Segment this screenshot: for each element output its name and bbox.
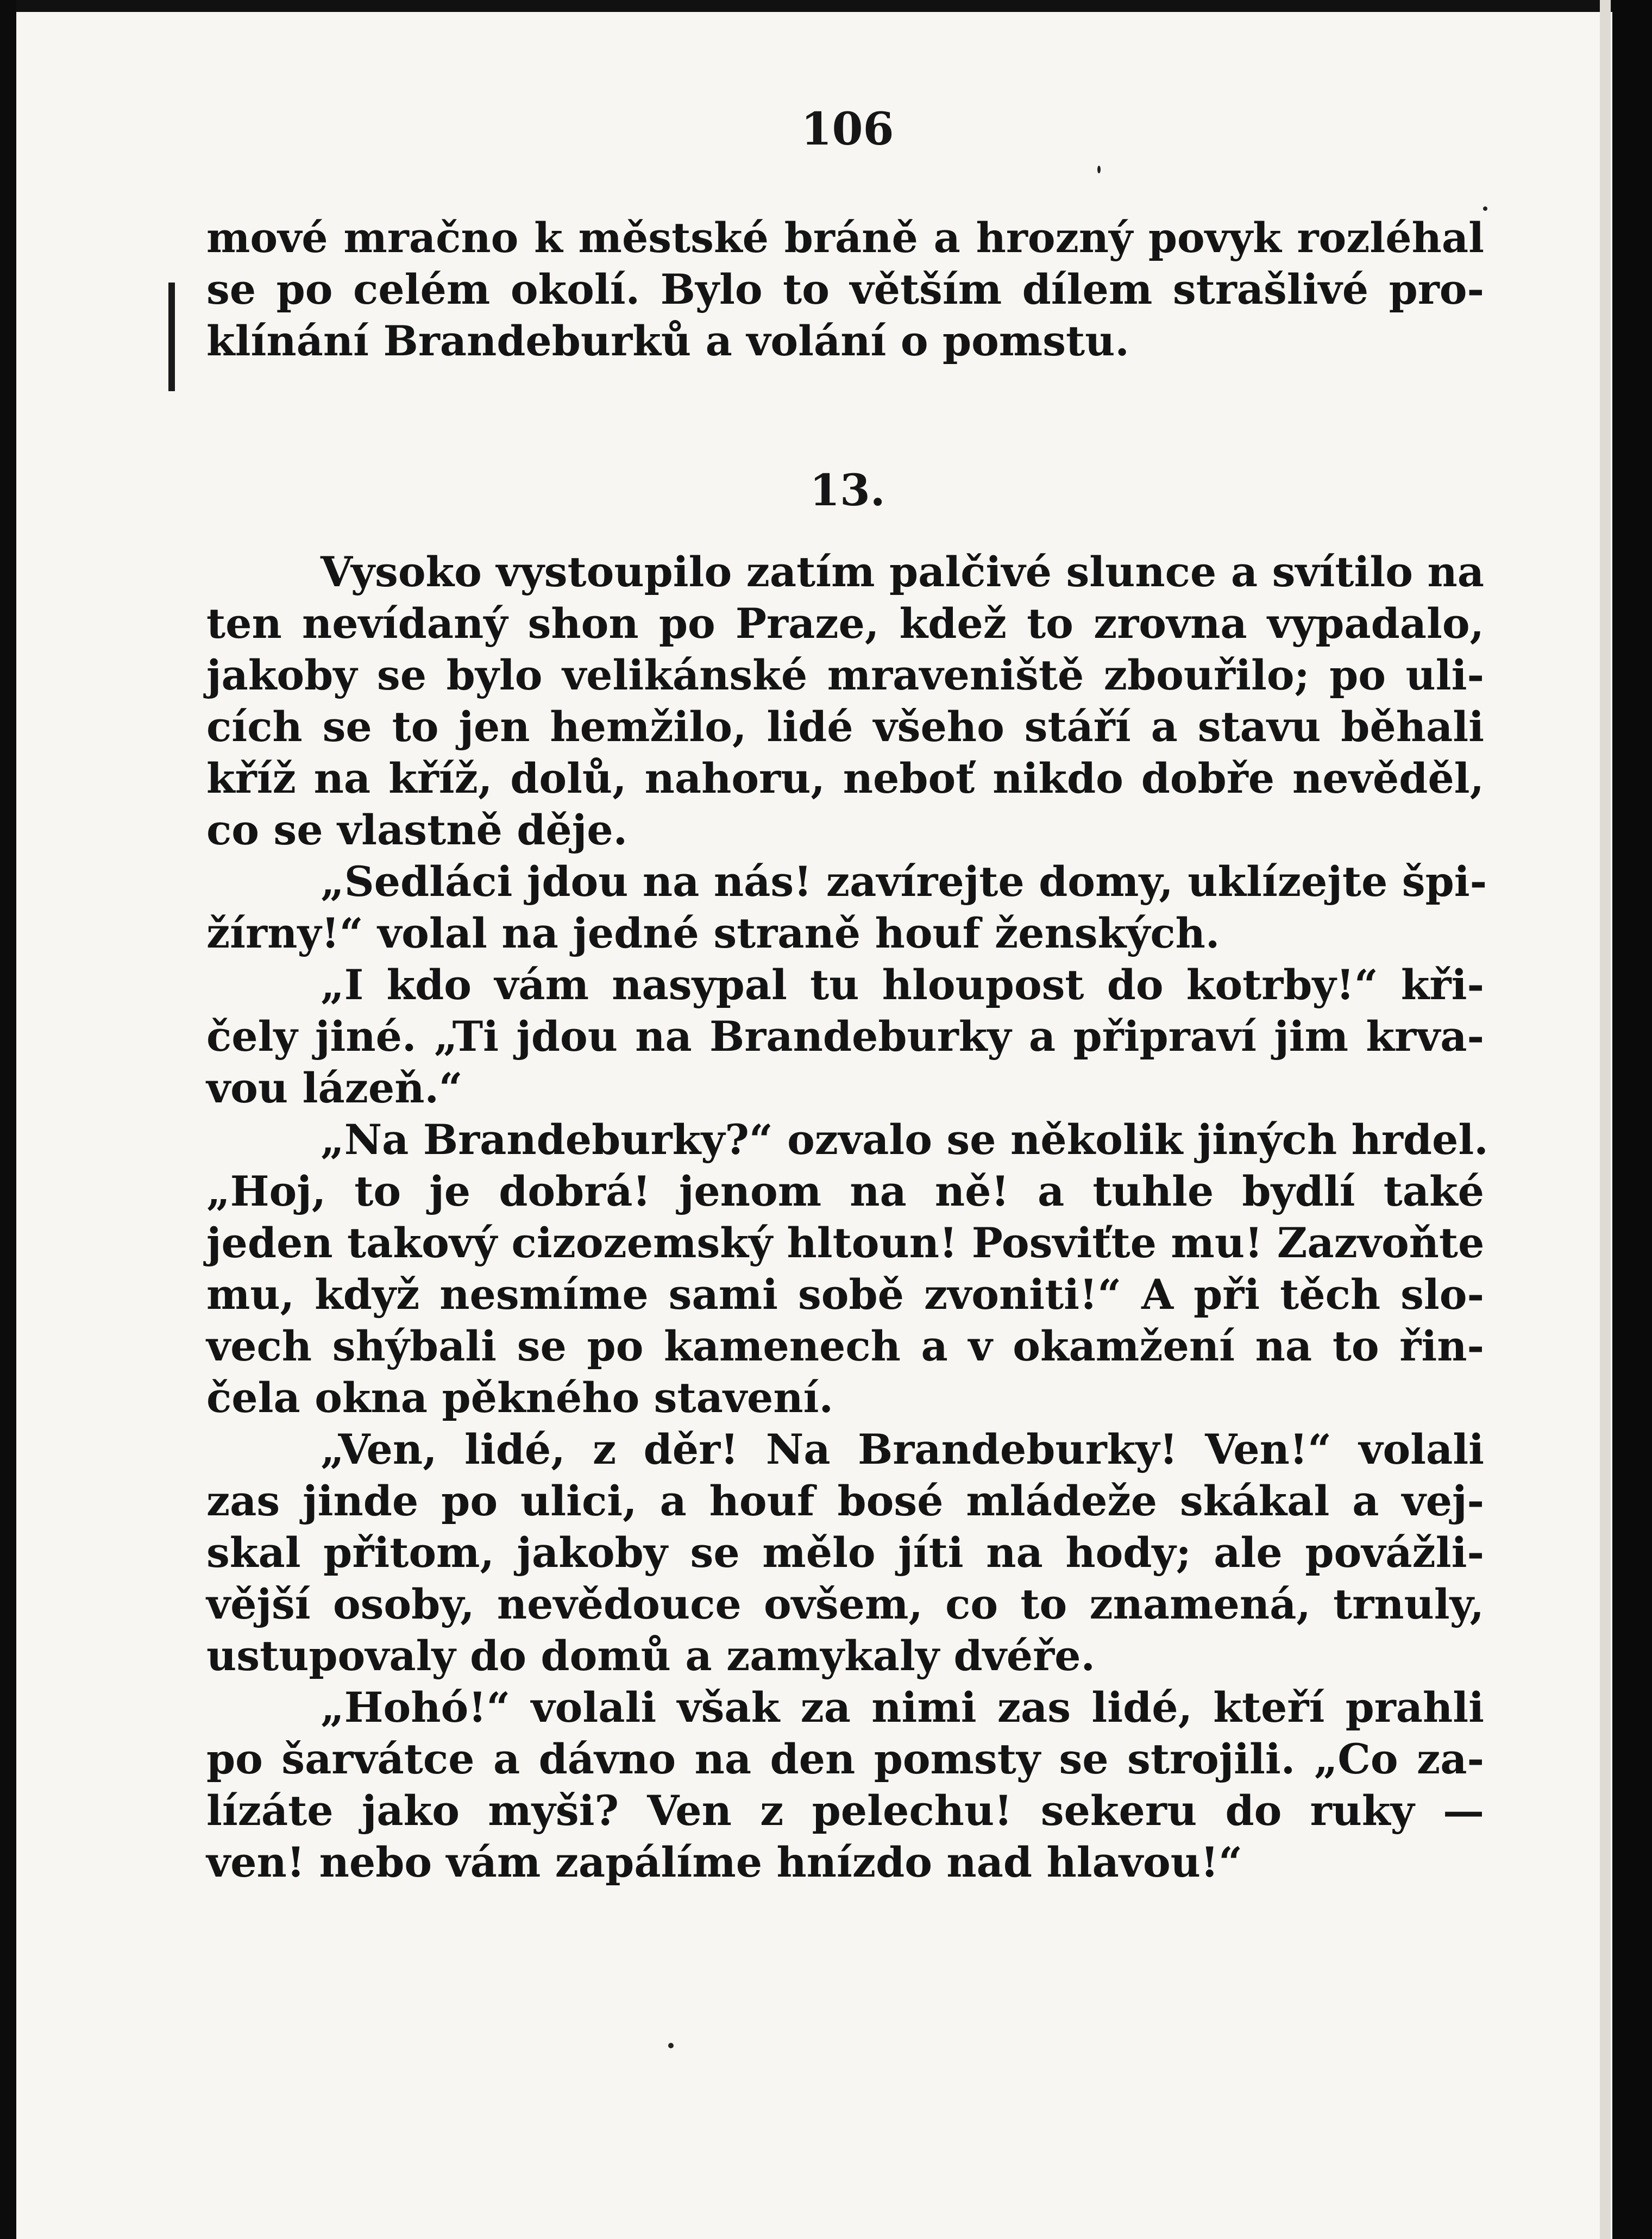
text-line: „Ven, lidé, z děr! Na Brandeburky! Ven!“ volali [321, 1425, 1484, 1473]
text-line: čela okna pěkného stavení. [206, 1373, 833, 1422]
text-line: Vysoko vystoupilo zatím palčivé slunce a svítilo na [321, 548, 1484, 596]
text-line: vou lázeň.“ [206, 1064, 463, 1112]
text-line: co se vlastně děje. [206, 806, 628, 854]
text-line: klínání Brandeburků a volání o pomstu. [206, 317, 1129, 365]
ink-speck [1483, 206, 1487, 211]
scan-top-edge [0, 0, 1652, 12]
text-line: ven! nebo vám zapálíme hnízdo nad hlavou!“ [206, 1838, 1243, 1886]
scan-left-edge [0, 0, 16, 2239]
text-line: čely jiné. „Ti jdou na Brandeburky a připraví jim krva- [206, 1012, 1484, 1061]
scan-right-edge [1612, 0, 1652, 2239]
text-line: žírny!“ volal na jedné straně houf ženských. [206, 909, 1220, 957]
section-number: 13. [809, 465, 885, 516]
text-line: ten nevídaný shon po Praze, kdež to zrovna vypadalo, [206, 599, 1484, 648]
text-line: jakoby se bylo velikánské mraveniště zbouřilo; po uli- [206, 651, 1484, 699]
margin-mark [168, 283, 175, 391]
text-line: kříž na kříž, dolů, nahoru, neboť nikdo dobře nevěděl, [206, 754, 1484, 802]
text-line: vech shýbali se po kamenech a v okamžení na to řin- [206, 1322, 1484, 1370]
page-number: 106 [801, 103, 894, 155]
text-line: mové mračno k městské bráně a hrozný povyk rozléhal [206, 214, 1484, 262]
text-line: zas jinde po ulici, a houf bosé mládeže skákal a vej- [206, 1477, 1484, 1525]
text-line: „Hoj, to je dobrá! jenom na ně! a tuhle bydlí také [206, 1167, 1484, 1215]
text-line: mu, když nesmíme sami sobě zvoniti!“ A při těch slo- [206, 1270, 1484, 1319]
text-line: ustupovaly do domů a zamykaly dvéře. [206, 1632, 1095, 1680]
text-line: „Hohó!“ volali však za nimi zas lidé, kteří prahli [321, 1683, 1484, 1732]
text-line: po šarvátce a dávno na den pomsty se strojili. „Co za- [206, 1735, 1484, 1783]
text-line: „Na Brandeburky?“ ozvalo se několik jiných hrdel. [321, 1115, 1488, 1164]
text-line: „I kdo vám nasypal tu hloupost do kotrby!“ kři- [321, 961, 1484, 1009]
text-line: jeden takový cizozemský hltoun! Posviťte mu! Zazvoňte [206, 1219, 1485, 1267]
ink-speck [668, 2043, 674, 2048]
text-line: skal přitom, jakoby se mělo jíti na hody; ale povážli- [206, 1528, 1484, 1577]
scan-right-shadow [1600, 0, 1611, 2239]
text-line: lízáte jako myši? Ven z pelechu! sekeru do ruky — [206, 1786, 1484, 1835]
text-line: se po celém okolí. Bylo to větším dílem strašlivé pro- [206, 265, 1484, 313]
text-line: „Sedláci jdou na nás! zavírejte domy, uklízejte špi- [321, 857, 1487, 906]
text-line: cích se to jen hemžilo, lidé všeho stáří a stavu běhali [206, 703, 1484, 751]
text-line: vější osoby, nevědouce ovšem, co to znamená, trnuly, [206, 1580, 1484, 1628]
ink-speck [1097, 166, 1101, 173]
